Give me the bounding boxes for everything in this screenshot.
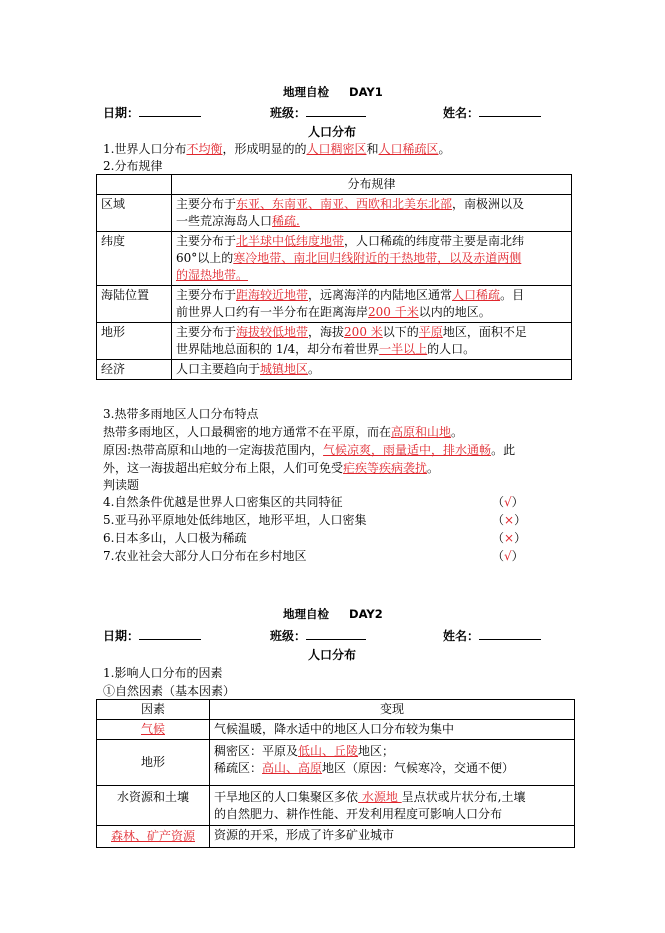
- day1-q3-line1: 热带多雨地区，人口最稠密的地方通常不在平原，而在高原和山地。: [103, 425, 464, 439]
- date-blank[interactable]: [139, 104, 201, 117]
- day2-q1: 1.影响人口分布的因素: [103, 666, 223, 680]
- day2-factor-table: [96, 699, 575, 848]
- day1-q1: 1.世界人口分布不均衡，形成明显的的人口稠密区和人口稀疏区。: [103, 142, 451, 156]
- class-blank[interactable]: [306, 104, 366, 117]
- table-row: 经济 人口主要趋向于城镇地区。: [97, 360, 572, 380]
- day1-q2: 2.分布规律: [103, 159, 163, 173]
- judge-answer: （×）: [492, 531, 527, 545]
- judge-item: 7.农业社会大部分人口分布在乡村地区: [103, 549, 307, 563]
- table-row: 水资源和土壤 干旱地区的人口集聚区多依 水源地 呈点状或片状分布,土壤 的自然肥力、耕作性能、开发利用程度可影响人口分布: [97, 786, 575, 826]
- day1-q3-line2: 原因:热带高原和山地的一定海拔范围内，气候凉爽，雨量适中，排水通畅。此: [103, 443, 516, 457]
- day2-day-label: DAY2: [349, 607, 383, 621]
- table-header: 变现: [210, 700, 575, 720]
- day1-section-title: 人口分布: [308, 125, 357, 139]
- day1-date-field: 日期：: [103, 104, 201, 121]
- table-row: 海陆位置 主要分布于距海较近地带，远离海洋的内陆地区通常人口稀疏。目 前世界人口约有一半分布在距离海岸200 千米以内的地区。: [97, 286, 572, 323]
- day1-q3-line3: 外，这一海拔超出疟蚊分布上限，人们可免受疟疾等疾病袭扰。: [103, 461, 440, 475]
- judge-item: 6.日本多山，人口极为稀疏: [103, 531, 247, 545]
- name-blank[interactable]: [479, 104, 541, 117]
- day2-name-field: 姓名：: [443, 627, 541, 644]
- day2-class-field: 班级：: [270, 627, 366, 644]
- day1-class-field: 班级：: [270, 104, 366, 121]
- name-blank[interactable]: [479, 627, 541, 640]
- table-row: 地形 稠密区：平原及低山、丘陵地区； 稀疏区：高山、高原地区（原因：气候寒冷，交通不便）: [97, 740, 575, 786]
- date-blank[interactable]: [139, 627, 201, 640]
- class-blank[interactable]: [306, 627, 366, 640]
- table-header: 分布规律: [172, 175, 572, 195]
- day2-section-title: 人口分布: [308, 648, 357, 662]
- table-header: 因素: [97, 700, 210, 720]
- day1-title: 地理自检 DAY1: [283, 85, 383, 99]
- judge-item: 5.亚马孙平原地处低纬地区，地形平坦，人口密集: [103, 513, 367, 527]
- table-row: 地形 主要分布于海拔较低地带，海拔200 米以下的平原地区，面积不足 世界陆地总面积的 1/4，却分布着世界一半以上的人口。: [97, 323, 572, 360]
- day1-distribution-table: [96, 174, 572, 380]
- judge-answer: （√）: [492, 495, 524, 509]
- table-row: 纬度 主要分布于北半球中低纬度地带，人口稀疏的纬度带主要是南北纬 60°以上的寒冷地带、南北回归线附近的干热地带，以及赤道两侧 的湿热地带。: [97, 232, 572, 286]
- judge-item: 4.自然条件优越是世界人口密集区的共同特征: [103, 495, 343, 509]
- table-row: 区域 主要分布于东亚、东南亚、南亚、西欧和北美东北部，南极洲以及 一些荒凉海岛人口稀疏.: [97, 195, 572, 232]
- judge-title: 判读题: [103, 478, 140, 492]
- day1-name-field: 姓名：: [443, 104, 541, 121]
- table-row: 森林、矿产资源 资源的开采，形成了许多矿业城市: [97, 826, 575, 848]
- day1-day-label: DAY1: [349, 85, 383, 99]
- day1-q3: 3.热带多雨地区人口分布特点: [103, 407, 259, 421]
- day2-q1-sub: ①自然因素（基本因素）: [103, 684, 236, 698]
- table-row: 气候 气候温暖，降水适中的地区人口分布较为集中: [97, 720, 575, 740]
- judge-answer: （×）: [492, 513, 527, 527]
- judge-answer: （√）: [492, 549, 524, 563]
- day2-title: 地理自检 DAY2: [283, 607, 383, 621]
- day2-date-field: 日期：: [103, 627, 201, 644]
